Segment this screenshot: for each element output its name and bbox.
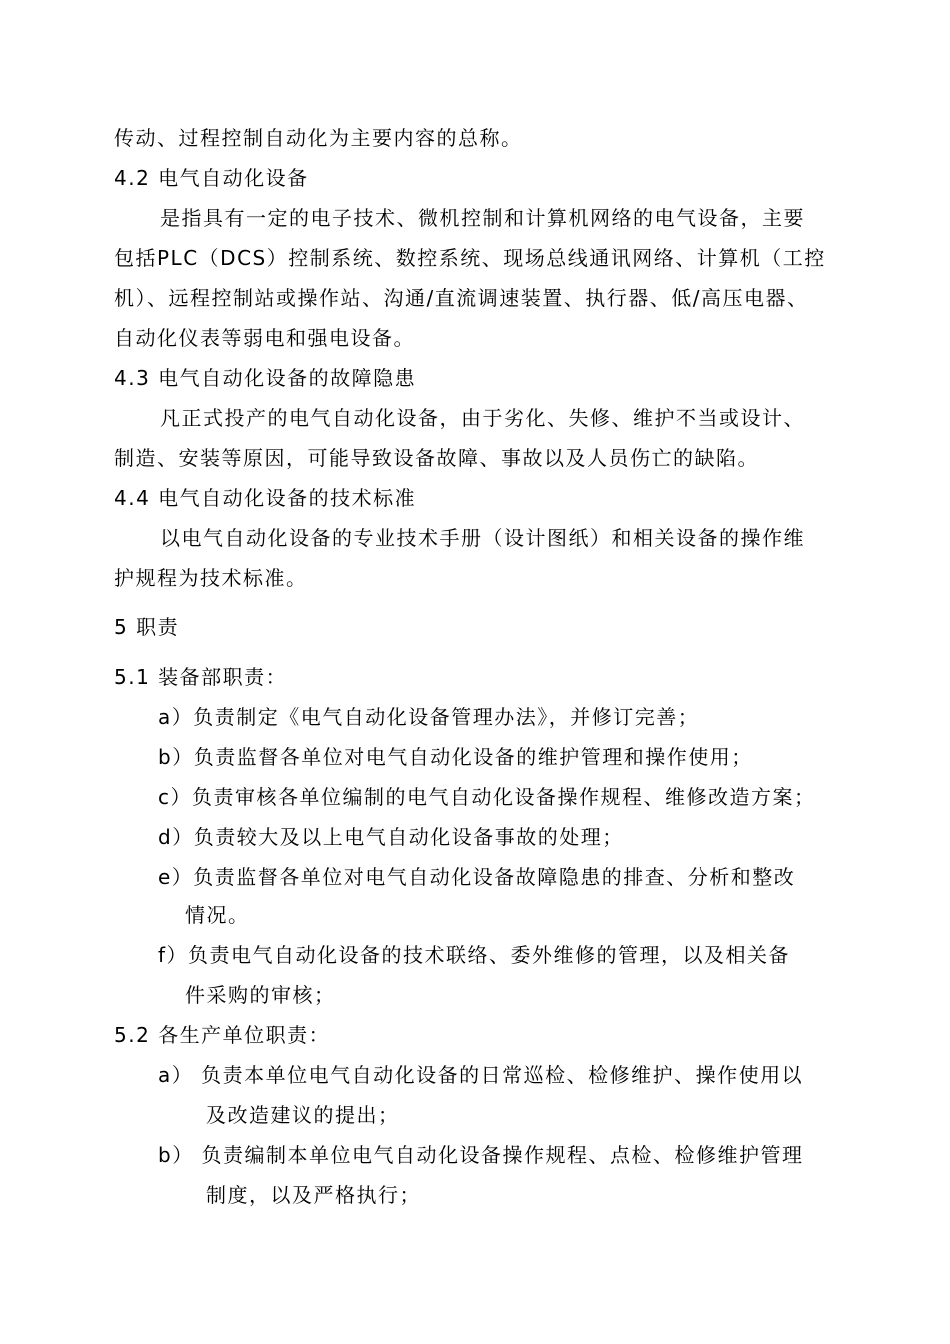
text-line: 以电气自动化设备的专业技术手册（设计图纸）和相关设备的操作维	[160, 526, 805, 550]
list-item: d）负责较大及以上电气自动化设备事故的处理；	[158, 825, 624, 849]
text-line: 护规程为技术标准。	[114, 566, 308, 590]
list-item: a） 负责本单位电气自动化设备的日常巡检、检修维护、操作使用以	[158, 1063, 804, 1087]
list-item-continuation: 制度，以及严格执行；	[206, 1183, 421, 1207]
section-heading-5-1: 5.1 装备部职责：	[114, 665, 288, 689]
text-line: 机）、远程控制站或操作站、沟通/直流调速装置、执行器、低/高压电器、	[114, 286, 809, 310]
section-heading-5: 5 职责	[114, 615, 180, 639]
text-line: 传动、过程控制自动化为主要内容的总称。	[114, 126, 523, 150]
list-item: b）负责监督各单位对电气自动化设备的维护管理和操作使用；	[158, 745, 753, 769]
list-item: e）负责监督各单位对电气自动化设备故障隐患的排查、分析和整改	[158, 865, 796, 889]
section-heading-5-2: 5.2 各生产单位职责：	[114, 1023, 331, 1047]
section-heading-4-3: 4.3 电气自动化设备的故障隐患	[114, 366, 417, 390]
list-item: b） 负责编制本单位电气自动化设备操作规程、点检、检修维护管理	[158, 1143, 804, 1167]
list-item-continuation: 及改造建议的提出；	[206, 1103, 400, 1127]
text-line: 自动化仪表等弱电和强电设备。	[114, 326, 415, 350]
section-heading-4-2: 4.2 电气自动化设备	[114, 166, 309, 190]
list-item-continuation: 情况。	[185, 903, 250, 927]
text-line: 是指具有一定的电子技术、微机控制和计算机网络的电气设备，主要	[160, 206, 805, 230]
text-line: 凡正式投产的电气自动化设备，由于劣化、失修、维护不当或设计、	[160, 406, 805, 430]
text-line: 包括PLC（DCS）控制系统、数控系统、现场总线通讯网络、计算机（工控	[114, 246, 826, 270]
list-item: f）负责电气自动化设备的技术联络、委外维修的管理，以及相关备	[158, 943, 791, 967]
text-line: 制造、安装等原因，可能导致设备故障、事故以及人员伤亡的缺陷。	[114, 446, 759, 470]
section-heading-4-4: 4.4 电气自动化设备的技术标准	[114, 486, 417, 510]
list-item-continuation: 件采购的审核；	[185, 983, 336, 1007]
list-item: c）负责审核各单位编制的电气自动化设备操作规程、维修改造方案；	[158, 785, 816, 809]
list-item: a）负责制定《电气自动化设备管理办法》，并修订完善；	[158, 705, 700, 729]
